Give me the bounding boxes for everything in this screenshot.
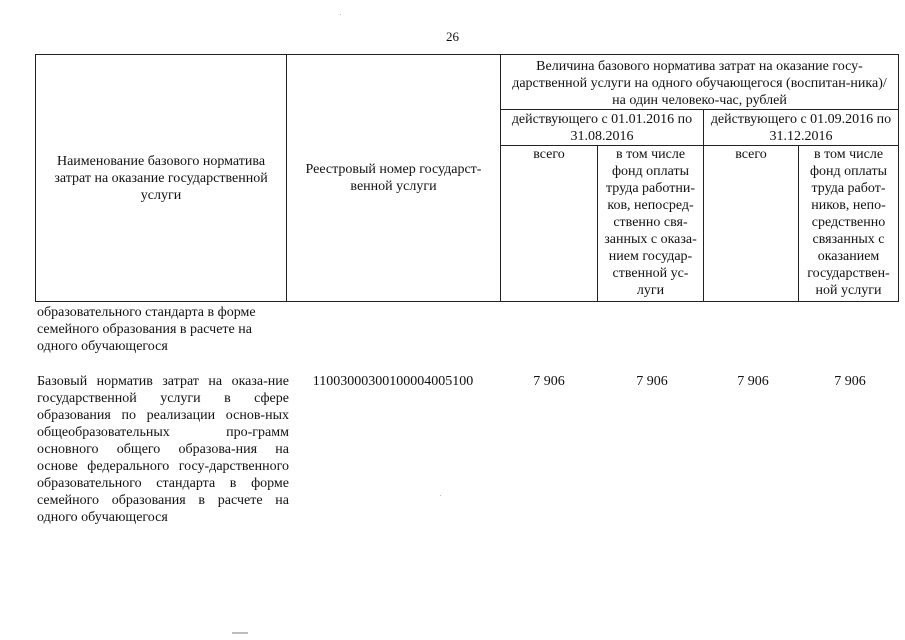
continuation-text: образовательного стандарта в форме семейного образования в расчете на одного обучающегося	[37, 305, 256, 354]
header-col-code: Реестровый номер государст-венной услуги	[287, 55, 501, 302]
scan-speck	[232, 632, 248, 634]
header-incl-1: в том числе фонд оплаты труда работни-ков, непосред-ственно свя-занных с оказа-нием государ-ственной ус-луги	[598, 146, 704, 302]
row-name: Базовый норматив затрат на оказа-ние государственной услуги в сфере образования по реализации основ-ных общеобразовательных про-грамм основного общего образова-ния на основе федерального госу-дарственного образовательного стандарта в форме семейного образования в расчете на одного обучающегося	[37, 374, 289, 525]
row-incl-1: 7 906	[636, 374, 668, 389]
header-incl-2: в том числе фонд оплаты труда работ-ников, непо-средственно связанных с оказанием государствен-ной услуги	[799, 146, 899, 302]
row-total-1: 7 906	[533, 374, 565, 389]
scan-speck	[340, 14, 341, 15]
header-period-1: действующего с 01.01.2016 по 31.08.2016	[501, 110, 704, 146]
header-total-2: всего	[704, 146, 799, 302]
header-period-2: действующего с 01.09.2016 по 31.12.2016	[704, 110, 899, 146]
header-table	[35, 54, 899, 302]
header-col-name: Наименование базового норматива затрат на оказание государственной услуги	[36, 55, 287, 302]
row-total-2: 7 906	[737, 374, 769, 389]
header-group-title: Величина базового норматива затрат на оказание госу-дарственной услуги на одного обучающегося (воспитан-ника)/ на один человеко-час, рублей	[501, 55, 899, 110]
row-incl-2: 7 906	[834, 374, 866, 389]
page-number: 26	[446, 29, 459, 44]
scan-speck	[440, 495, 441, 496]
header-total-1: всего	[501, 146, 598, 302]
row-code: 11003000300100004005100	[312, 374, 474, 389]
